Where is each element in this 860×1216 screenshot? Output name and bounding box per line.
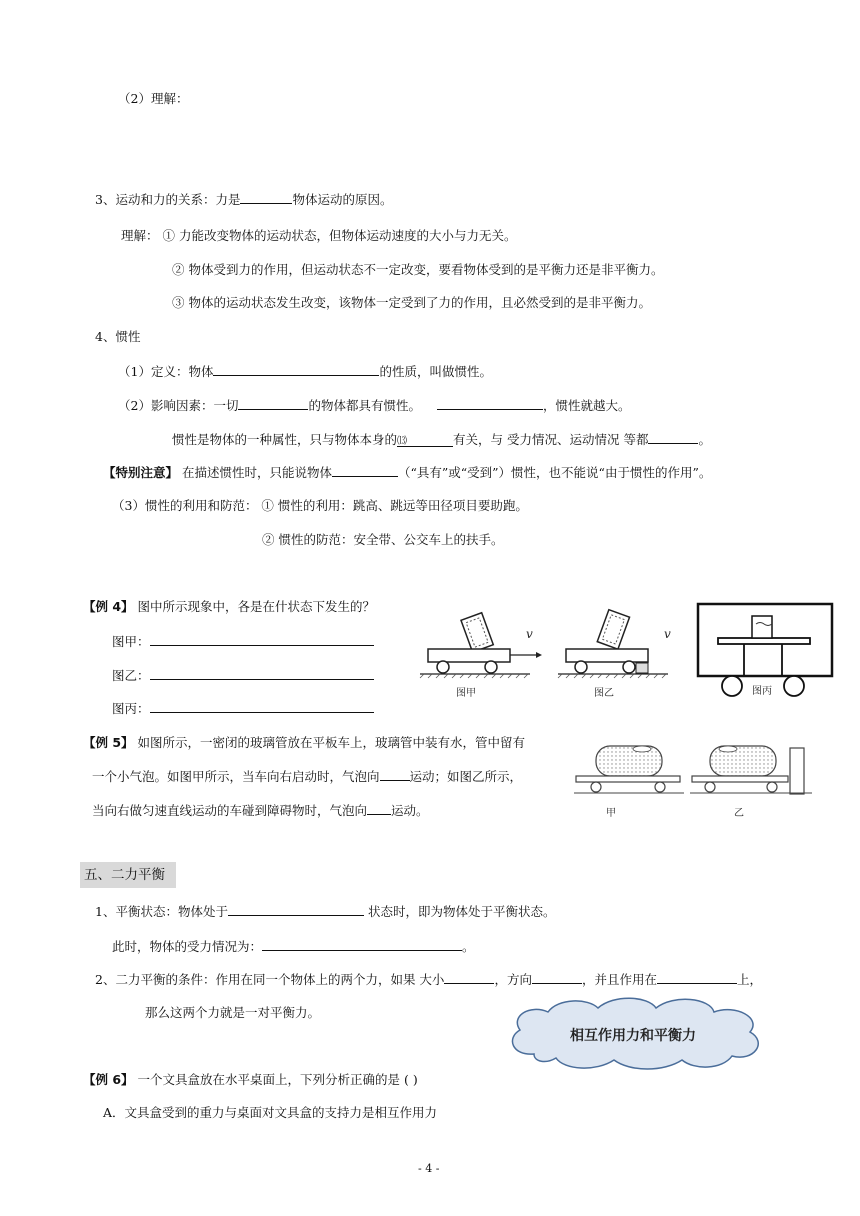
figure-tube-yi-caption: 乙: [734, 808, 744, 819]
inertia-prevention: ② 惯性的防范：安全带、公交车上的扶手。: [262, 532, 504, 547]
figure-tube-yi: [690, 738, 820, 820]
example-6-question: 【例 6】 一个文具盒放在水平桌面上，下列分析正确的是 ( ): [83, 1072, 418, 1087]
example-4-yi: 图乙：: [112, 666, 374, 685]
section-heading-5: 五、二力平衡: [80, 862, 176, 888]
balance-conclusion: 那么这两个力就是一对平衡力。: [145, 1005, 321, 1020]
inertia-property: 惯性是物体的一种属性，只与物体本身的⒀ 有关，与 受力情况、运动情况 等都 。: [172, 432, 711, 447]
balance-state: 1、平衡状态：物体处于 状态时，即为物体处于平衡状态。: [95, 904, 556, 919]
motion-force-line: 3、运动和力的关系：力是 物体运动的原因。: [95, 192, 393, 207]
balance-condition: 2、二力平衡的条件：作用在同一个物体上的两个力，如果 大小 ，方向 ，并且作用在 上，: [95, 972, 762, 987]
understanding-3: ③ 物体的运动状态发生改变，该物体一定受到了力的作用，且必然受到的是非平衡力。: [172, 295, 651, 310]
figure-tube-jia: [574, 738, 684, 820]
figure-tube-jia-caption: 甲: [606, 808, 616, 819]
svg-text:v: v: [664, 627, 671, 641]
understanding-2: ② 物体受到力的作用，但运动状态不一定改变，要看物体受到的是平衡力还是非平衡力。: [172, 262, 664, 277]
figure-bing: [696, 602, 836, 702]
figure-jia: [418, 608, 548, 703]
example-5-line3: 当向右做匀速直线运动的车碰到障碍物时，气泡向 运动。: [92, 803, 429, 818]
example-4-bing: 图丙：: [112, 699, 374, 718]
cloud-callout: [504, 996, 772, 1072]
understanding-label: （2）理解：: [118, 91, 189, 106]
inertia-use: （3）惯性的利用和防范： ① 惯性的利用：跳高、跳远等田径项目要助跑。: [112, 498, 528, 513]
example-6-option-a: A．文具盒受到的重力与桌面对文具盒的支持力是相互作用力: [103, 1105, 438, 1120]
svg-text:v: v: [526, 627, 533, 641]
inertia-factors: （2）影响因素：一切 的物体都具有惯性。 ，惯性就越大。: [118, 398, 631, 413]
figure-jia-caption: 图甲: [456, 688, 476, 699]
inertia-heading: 4、惯性: [95, 329, 141, 344]
example-5-line2: 一个小气泡。如图甲所示，当车向右启动时，气泡向 运动；如图乙所示，: [92, 769, 523, 784]
inertia-definition: （1）定义：物体 的性质，叫做惯性。: [118, 364, 492, 379]
force-situation: 此时，物体的受力情况为： 。: [112, 939, 475, 954]
figure-bing-caption: 图丙: [752, 686, 772, 697]
example-4-jia: 图甲：: [112, 632, 374, 651]
understanding-1: 理解： ① 力能改变物体的运动状态，但物体运动速度的大小与力无关。: [121, 228, 517, 243]
cloud-text: 相互作用力和平衡力: [570, 1028, 696, 1044]
page-number: - 4 -: [418, 1162, 440, 1175]
figure-yi-caption: 图乙: [594, 688, 614, 699]
figure-yi: [556, 608, 686, 703]
special-note: 【特别注意】 在描述惯性时，只能说物体 （“具有”或“受到”）惯性，也不能说“由于惯性的作用”。: [103, 465, 712, 480]
example-5-line1: 【例 5】 如图所示，一密闭的玻璃管放在平板车上，玻璃管中装有水，管中留有: [83, 735, 526, 750]
example-4-question: 【例 4】 图中所示现象中，各是在什状态下发生的？: [83, 599, 376, 614]
